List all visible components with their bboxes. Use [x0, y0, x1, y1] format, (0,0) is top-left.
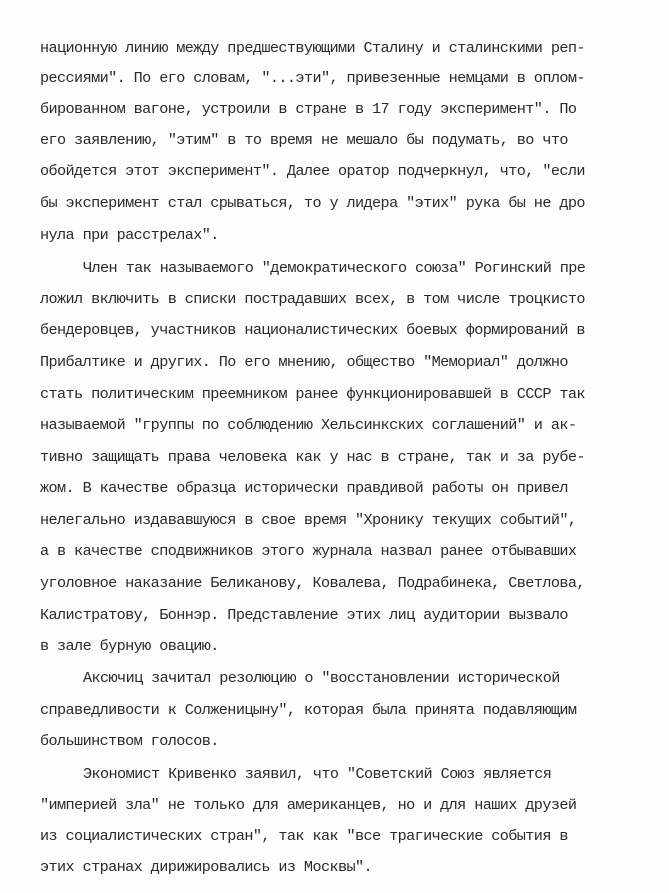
text-line: рессиями". По его словам, "...эти", привезенные немцами в оплом- — [40, 69, 585, 87]
text-line: бендеровцев, участников националистических боевых формирований в — [40, 321, 585, 339]
text-line: бы эксперимент стал срываться, то у лидера "этих" рука бы не дро — [40, 194, 585, 212]
text-line: нула при расстрелах". — [40, 226, 219, 244]
text-line: жом. В качестве образца исторически правдивой работы он привел — [40, 479, 568, 497]
text-line: Калистратову, Боннэр. Представление этих лиц аудитории вызвало — [40, 606, 568, 624]
text-line: большинством голосов. — [40, 732, 219, 750]
text-line: бированном вагоне, устроили в стране в 17 году эксперимент". По — [40, 100, 577, 118]
text-line: его заявлению, "этим" в то время не мешало бы подумать, во что — [40, 131, 568, 149]
text-line: Аксючиц зачитал резолюцию о "восстановлении исторической — [83, 669, 560, 687]
text-line: Прибалтике и других. По его мнению, общество "Мемориал" должно — [40, 353, 568, 371]
text-line: справедливости к Солженицыну", которая была принята подавляющим — [40, 701, 577, 719]
text-line: нелегально издававшуюся в свое время "Хронику текущих событий", — [40, 511, 577, 529]
text-line: ложил включить в списки пострадавших всех, в том числе троцкисто — [40, 290, 585, 308]
text-line: Экономист Кривенко заявил, что "Советский Союз является — [83, 765, 552, 783]
text-line: национную линию между предшествующими Сталину и сталинскими реп- — [40, 39, 585, 57]
text-line: обойдется этот эксперимент". Далее оратор подчеркнул, что, "если — [40, 162, 585, 180]
text-line: стать политическим преемником ранее функционировавшей в СССР так — [40, 385, 585, 403]
text-line: этих странах дирижировались из Москвы". — [40, 858, 373, 876]
text-line: а в качестве сподвижников этого журнала назвал ранее отбывавших — [40, 542, 577, 560]
text-line: "империей зла" не только для американцев, но и для наших друзей — [40, 796, 577, 814]
text-line: в зале бурную овацию. — [40, 637, 219, 655]
text-line: Член так называемого "демократического союза" Рогинский пре — [83, 259, 586, 277]
text-line: называемой "группы по соблюдению Хельсинкских соглашений" и ак- — [40, 416, 577, 434]
text-line: тивно защищать права человека как у нас в стране, так и за рубе- — [40, 448, 585, 466]
text-line: уголовное наказание Беликанову, Ковалева, Подрабинека, Светлова, — [40, 574, 585, 592]
text-line: из социалистических стран", так как "все трагические события в — [40, 827, 568, 845]
